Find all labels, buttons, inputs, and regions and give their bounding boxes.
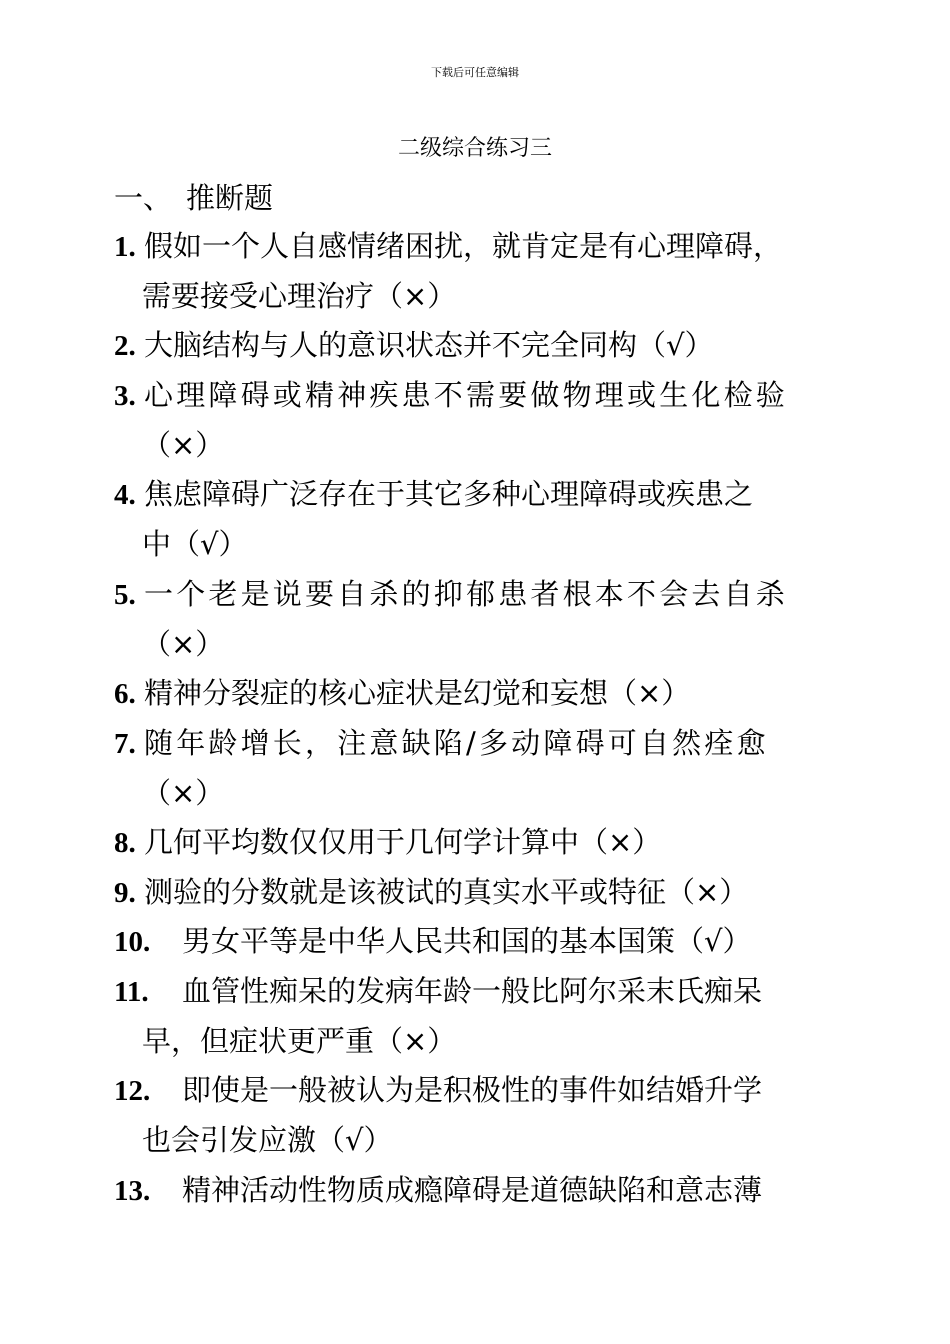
document-title: 二级综合练习三 [397, 136, 552, 161]
section-number: 一、 [114, 181, 173, 215]
question-text: 随年龄增长，注意缺陷/多动障碍可自然痊愈 [144, 726, 769, 760]
question-text-continued: 早，但症状更严重（×） [142, 1024, 457, 1058]
question-text: 即使是一般被认为是积极性的事件如结婚升学 [182, 1073, 763, 1107]
page-header-note: 下载后可任意编辑 [431, 66, 519, 79]
question-text-continued: （×） [142, 428, 225, 462]
question-11 [114, 967, 854, 1066]
question-text: 精神分裂症的核心症状是幻觉和妄想（×） [144, 676, 691, 710]
question-number: 12. [114, 1075, 151, 1107]
question-text: 几何平均数仅仅用于几何学计算中（×） [144, 825, 662, 859]
question-text-continued: 中（√） [142, 527, 248, 561]
question-7 [114, 719, 854, 818]
question-number: 13. [114, 1175, 151, 1207]
question-number: 11. [114, 976, 149, 1008]
question-number: 4. [114, 479, 136, 511]
question-8 [114, 818, 854, 868]
question-text: 大脑结构与人的意识状态并不完全同构（√） [144, 328, 714, 362]
question-text-continued: （×） [142, 627, 225, 661]
question-number: 10. [114, 926, 151, 958]
question-number: 9. [114, 877, 136, 909]
question-2 [114, 321, 854, 371]
question-number: 8. [114, 827, 136, 859]
question-4 [114, 470, 854, 569]
question-text: 精神活动性物质成瘾障碍是道德缺陷和意志薄 [182, 1173, 763, 1207]
question-number: 2. [114, 330, 136, 362]
question-number: 3. [114, 380, 136, 412]
question-10 [114, 917, 854, 967]
question-6 [114, 669, 854, 719]
question-text: 焦虑障碍广泛存在于其它多种心理障碍或疾患之 [144, 477, 754, 511]
question-text-continued: （×） [142, 776, 225, 810]
question-text: 男女平等是中华人民共和国的基本国策（√） [182, 924, 752, 958]
question-9 [114, 868, 854, 918]
question-number: 7. [114, 728, 136, 760]
question-text: 测验的分数就是该被试的真实水平或特征（×） [144, 875, 749, 909]
question-text: 血管性痴呆的发病年龄一般比阿尔采末氏痴呆 [182, 974, 763, 1008]
question-1 [114, 222, 854, 321]
question-text: 一个老是说要自杀的抑郁患者根本不会去自杀 [144, 577, 789, 611]
section-heading [114, 176, 273, 217]
question-text-continued: 也会引发应激（√） [142, 1123, 393, 1157]
question-5 [114, 570, 854, 669]
question-number: 6. [114, 678, 136, 710]
section-label: 推断题 [186, 181, 274, 215]
question-13 [114, 1166, 854, 1216]
question-text-continued: 需要接受心理治疗（×） [142, 279, 457, 313]
question-number: 1. [114, 231, 136, 263]
question-12 [114, 1066, 854, 1165]
question-number: 5. [114, 579, 136, 611]
question-3 [114, 371, 854, 470]
question-text: 假如一个人自感情绪困扰，就肯定是有心理障碍， [144, 229, 783, 263]
question-text: 心理障碍或精神疾患不需要做物理或生化检验 [144, 378, 789, 412]
